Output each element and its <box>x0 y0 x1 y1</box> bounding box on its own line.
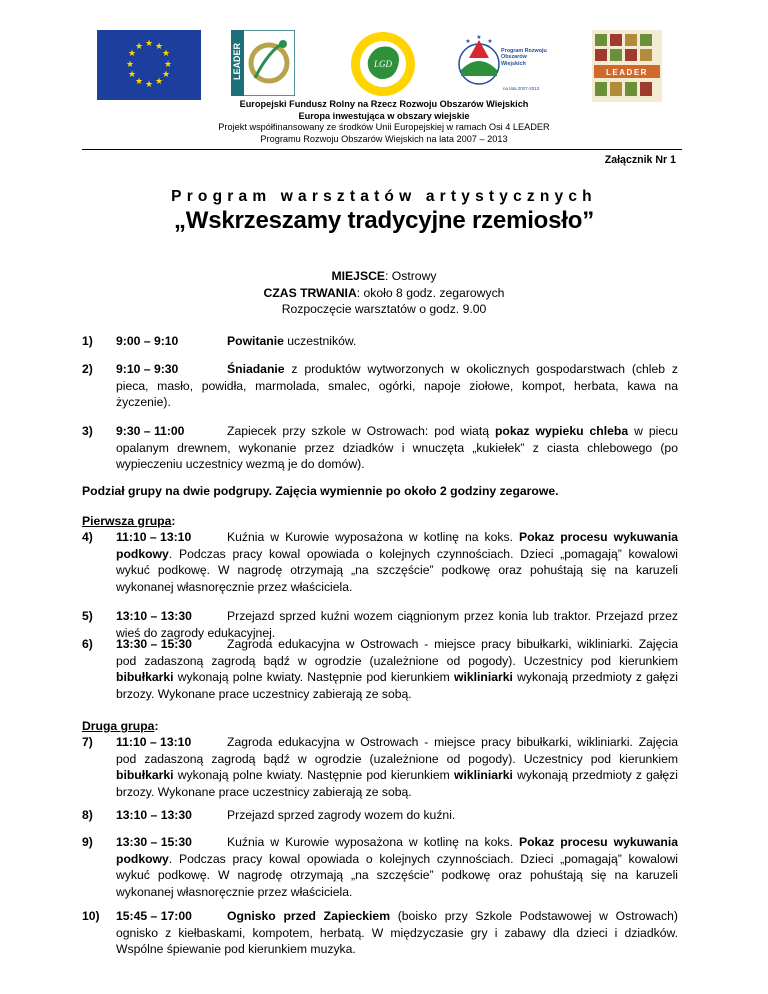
start-line: Rozpoczęcie warsztatów o godz. 9.00 <box>281 302 487 316</box>
group-1-heading: Pierwsza grupa: <box>82 514 176 528</box>
group-split-note: Podział grupy na dwie podgrupy. Zajęcia wymiennie po około 2 godziny zegarowe. <box>82 484 559 498</box>
item-number: 6) <box>82 637 93 651</box>
funding-info <box>0 99 768 145</box>
item-text: w piecu opalanym drewnem, wykonanie przez dziadków i wnuczęta „kukiełek” z ciasta chlebowego (po wypieczeniu uczestnicy wezmą je do domów). <box>116 424 678 472</box>
item-mid: wykonają polne kwiaty. Następnie pod kierunkiem <box>173 768 454 783</box>
list-item <box>82 423 678 473</box>
svg-text:★: ★ <box>154 42 164 52</box>
svg-text:★: ★ <box>134 42 144 52</box>
svg-text:★: ★ <box>161 70 171 80</box>
list-item <box>82 807 678 824</box>
list-item <box>82 361 678 411</box>
item-text: wykonają przedmioty z gałęzi brzozy. Wykonane prace uczestnicy zabierają ze sobą. <box>116 670 678 701</box>
item-text: wykonają przedmioty z gałęzi brzozy. Wykonane prace uczestnicy zabierają ze sobą. <box>116 768 678 799</box>
svg-text:★: ★ <box>465 38 471 45</box>
item-bold: bibułkarki <box>116 670 174 685</box>
item-pre: Kuźnia w Kurowie wyposażona w kotlinę na koks. <box>227 835 519 849</box>
svg-text:★: ★ <box>487 38 493 45</box>
item-bold: Śniadanie <box>227 362 285 376</box>
list-item <box>82 333 678 350</box>
item-number: 4) <box>82 530 93 544</box>
group-1-label: Pierwsza grupa <box>82 514 172 528</box>
logo-bar <box>0 30 768 102</box>
list-item <box>82 908 678 958</box>
annex-label: Załącznik Nr 1 <box>604 154 676 166</box>
duration-value: : około 8 godz. zegarowych <box>356 285 505 300</box>
item-time: 9:30 – 11:00 <box>116 424 185 438</box>
group-2-heading: Druga grupa: <box>82 719 159 733</box>
svg-text:★: ★ <box>134 77 144 87</box>
prow-logo <box>457 30 547 98</box>
funding-line-2: Europa inwestująca w obszary wiejskie <box>298 110 470 121</box>
item-bold: Powitanie <box>227 334 284 348</box>
item-bold: bibułkarki <box>116 768 174 783</box>
list-item <box>82 636 678 702</box>
svg-text:★: ★ <box>154 77 164 87</box>
item-time: 15:45 – 17:00 <box>116 909 192 923</box>
item-number: 2) <box>82 362 93 376</box>
svg-text:★: ★ <box>144 80 154 90</box>
place-line <box>0 268 768 285</box>
item-bold-2: wikliniarki <box>453 768 513 783</box>
svg-text:★: ★ <box>127 70 137 80</box>
place-value: : Ostrowy <box>385 269 437 283</box>
eu-flag-logo <box>97 30 201 100</box>
duration-label: CZAS TRWANIA <box>263 285 357 300</box>
item-number: 3) <box>82 424 93 438</box>
item-number: 7) <box>82 735 93 749</box>
place-label: MIEJSCE <box>331 269 386 283</box>
item-text: uczestników. <box>283 334 357 348</box>
item-time: 13:10 – 13:30 <box>116 808 192 822</box>
funding-line-3: Projekt współfinansowany ze środków Unii Europejskiej w ramach Osi 4 LEADER <box>218 122 550 132</box>
svg-text:★: ★ <box>476 34 482 41</box>
item-pre: Zapiecek przy szkole w Ostrowach: pod wiatą <box>227 424 495 438</box>
leader-logo-text: LEADER <box>232 42 242 80</box>
prow-logo-text: Program Rozwoju Obszarów Wiejskich <box>501 48 547 67</box>
item-text: . Podczas pracy kowal opowiada o kolejnych czynnościach. Dzieci „pomagają” kowalowi wykuć podkowę. W nagrodę otrzymają „na szczęście” podkowę oraz pohuśtają się na karuzeli wykonanej własnoręcznie przez właściciela. <box>116 851 678 899</box>
item-number: 8) <box>82 808 93 822</box>
item-time: 11:10 – 13:10 <box>116 735 192 749</box>
item-text: (boisko przy Szkole Podstawowej w Ostrowach) ognisko z kiełbaskami, kompotem, herbatą. W międzyczasie gry i zabawy dla dzieci i dziadków. Wspólne śpiewanie pod kierunkiem muzyka. <box>116 909 678 957</box>
group-2-label: Druga grupa <box>82 719 155 733</box>
list-item <box>82 734 678 800</box>
header-divider <box>82 149 682 150</box>
program-title: Program warsztatów artystycznych <box>171 188 597 205</box>
svg-text:★: ★ <box>144 39 154 49</box>
item-pre: Zagroda edukacyjna w Ostrowach - miejsce pracy bibułkarki, wikliniarki. Zajęcia pod zadaszoną zagrodą bądź w ogrodzie (uzależnione od pogody). Uczestnicy pod kierunkiem <box>116 637 678 668</box>
item-time: 9:00 – 9:10 <box>116 334 179 348</box>
item-text: Przejazd sprzed kuźni wozem ciągnionym przez konia lub traktor. Przejazd przez wieś do zagrody edukacyjnej. <box>116 609 678 640</box>
item-bold: Pokaz procesu wykuwania podkowy <box>116 835 678 866</box>
local-logo-text: LEADER <box>606 68 648 77</box>
svg-text:★: ★ <box>161 49 171 59</box>
local-logo <box>592 30 662 102</box>
item-bold-2: wikliniarki <box>453 670 513 685</box>
list-item <box>82 834 678 900</box>
svg-text:★: ★ <box>163 60 173 70</box>
event-meta <box>0 268 768 318</box>
item-text: . Podczas pracy kowal opowiada o kolejnych czynnościach. Dzieci „pomagają” kowalowi wykuć podkowę. W nagrodę otrzymają „na szczęście” podkowę oraz pohuśtają się na karuzeli wykonanej własnoręcznie przez właściciela. <box>116 546 678 594</box>
item-text: z produktów wytworzonych w okolicznych gospodarstwach (chleb z pieca, masło, powidła, marmolada, smalec, ogórki, napoje ziołowe, kompot, herbata, kawa na życzenie). <box>116 362 678 410</box>
item-number: 9) <box>82 835 93 849</box>
lgd-logo <box>350 30 416 98</box>
svg-text:★: ★ <box>127 49 137 59</box>
item-time: 13:30 – 15:30 <box>116 637 192 651</box>
item-time: 13:30 – 15:30 <box>116 835 192 849</box>
item-pre: Zagroda edukacyjna w Ostrowach - miejsce pracy bibułkarki, wikliniarki. Zajęcia pod zadaszoną zagrodą bądź w ogrodzie (uzależnione od pogody). Uczestnicy pod kierunkiem <box>116 735 678 766</box>
main-title: „Wskrzeszamy tradycyjne rzemiosło” <box>173 207 595 234</box>
item-mid: wykonają polne kwiaty. Następnie pod kierunkiem <box>173 670 454 685</box>
lgd-logo-text: LGD <box>373 59 393 69</box>
item-text: Przejazd sprzed zagrody wozem do kuźni. <box>227 808 456 822</box>
item-time: 13:10 – 13:30 <box>116 609 192 623</box>
item-number: 5) <box>82 609 93 623</box>
item-pre: Kuźnia w Kurowie wyposażona w kotlinę na koks. <box>227 530 519 544</box>
item-time: 11:10 – 13:10 <box>116 530 192 544</box>
leader-logo <box>231 30 295 96</box>
item-number: 1) <box>82 334 93 348</box>
svg-text:★: ★ <box>125 60 135 70</box>
item-bold: Ognisko przed Zapieckiem <box>227 909 391 923</box>
item-time: 9:10 – 9:30 <box>116 362 179 376</box>
item-bold: Pokaz procesu wykuwania podkowy <box>116 530 678 561</box>
duration-line <box>0 285 768 302</box>
funding-line-1: Europejski Fundusz Rolny na Rzecz Rozwoju Obszarów Wiejskich <box>239 99 529 109</box>
list-item <box>82 529 678 595</box>
item-bold: pokaz wypieku chleba <box>494 424 629 438</box>
prow-logo-years: na lata 2007-2013 <box>503 86 540 91</box>
funding-line-4: Programu Rozwoju Obszarów Wiejskich na lata 2007 – 2013 <box>260 133 508 144</box>
item-number: 10) <box>82 909 100 923</box>
